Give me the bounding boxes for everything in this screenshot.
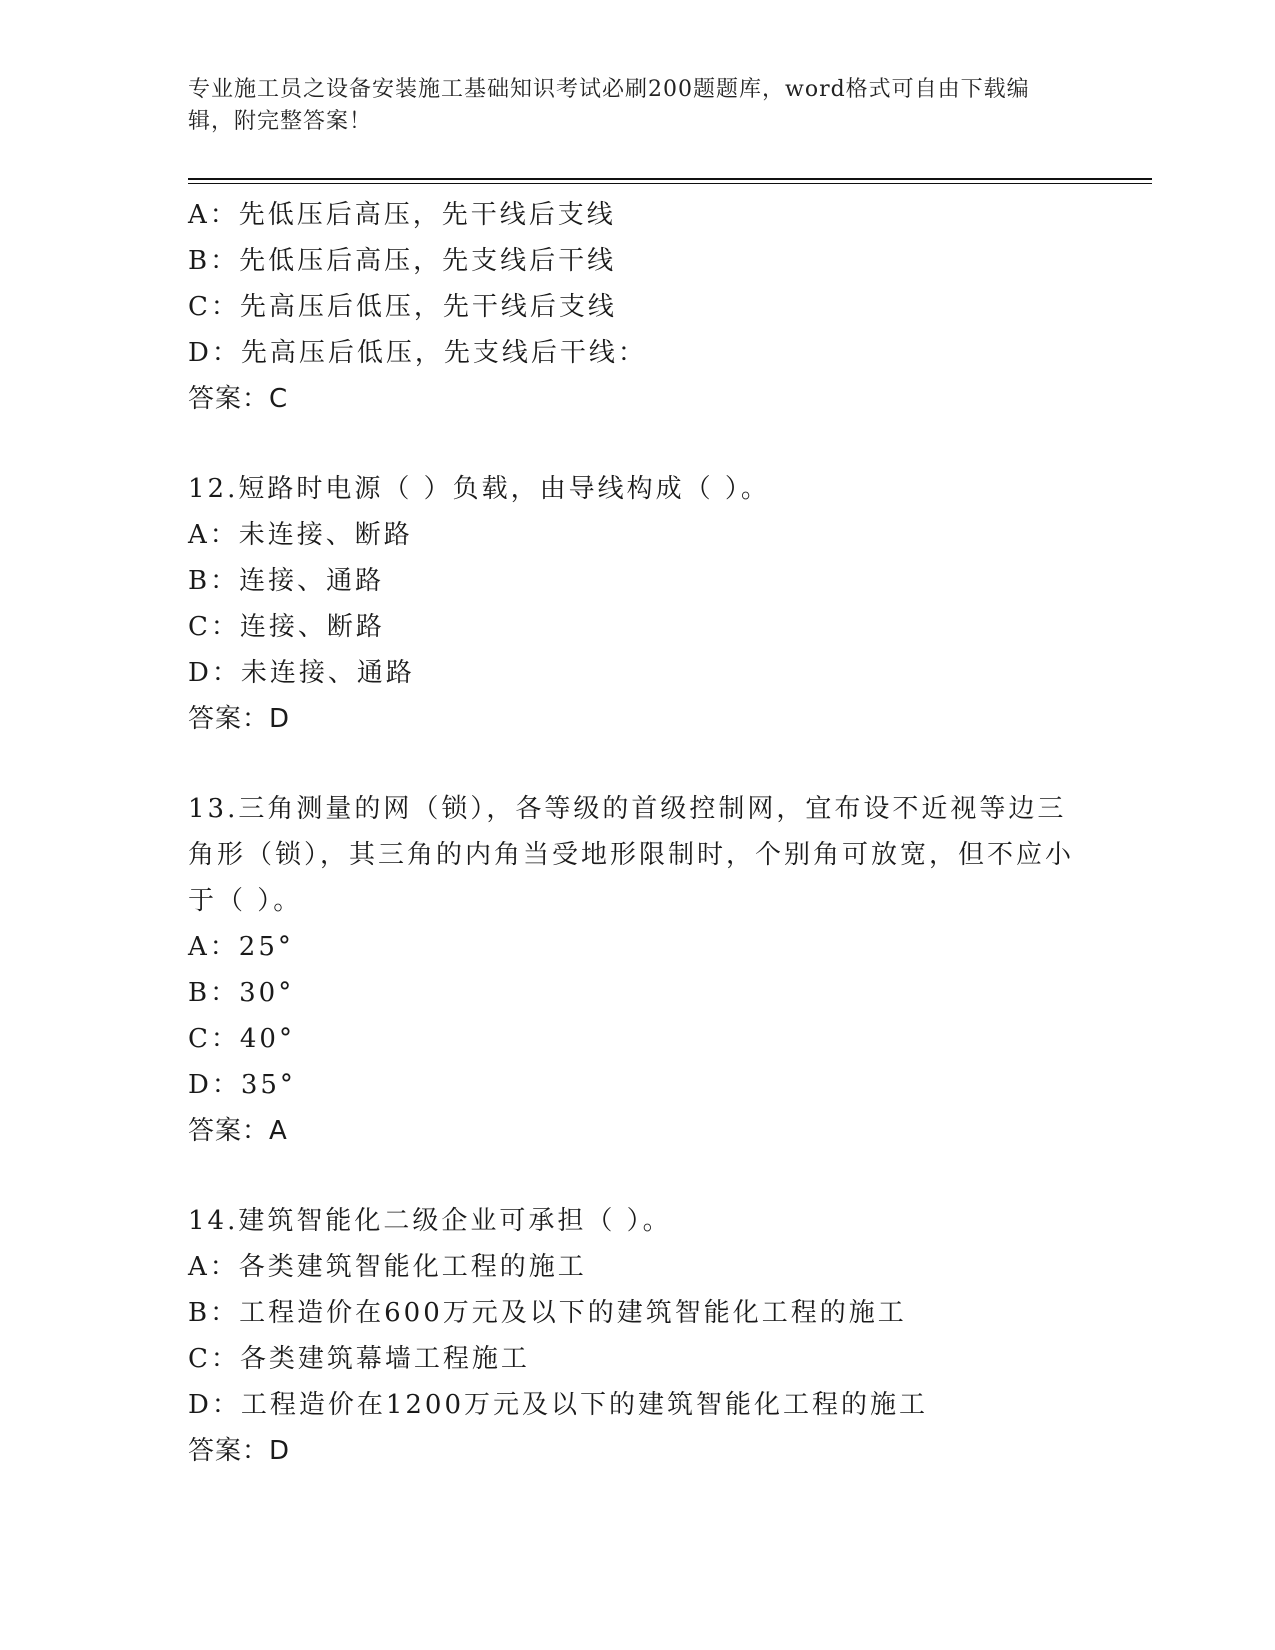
question-stem: 14.建筑智能化二级企业可承担（ ）。 <box>188 1206 672 1236</box>
header-divider-thin <box>188 183 1152 184</box>
question-11 <box>188 192 1088 422</box>
question-12 <box>188 466 1088 742</box>
answer-line: 答案：D <box>188 1436 291 1466</box>
option-a: A：先低压后高压，先干线后支线 <box>188 200 616 230</box>
document-header-title: 专业施工员之设备安装施工基础知识考试必刷200题题库，word格式可自由下载编辑，附完整答案！ <box>188 77 1030 134</box>
spacer <box>188 742 1088 786</box>
option-b: B：连接、通路 <box>188 566 385 596</box>
answer-line: 答案：D <box>188 704 291 734</box>
option-d: D：35° <box>188 1070 296 1100</box>
question-13 <box>188 786 1088 1154</box>
answer-line: 答案：C <box>188 384 289 414</box>
option-d: D：未连接、通路 <box>188 658 415 688</box>
question-content <box>188 192 1088 1474</box>
option-c: C：先高压后低压，先干线后支线 <box>188 292 617 322</box>
answer-line: 答案：A <box>188 1116 288 1146</box>
option-b: B：30° <box>188 978 295 1008</box>
option-a: A：各类建筑智能化工程的施工 <box>188 1252 587 1282</box>
option-c: C：40° <box>188 1024 295 1054</box>
spacer <box>188 422 1088 466</box>
option-c: C：各类建筑幕墙工程施工 <box>188 1344 530 1374</box>
option-c: C：连接、断路 <box>188 612 385 642</box>
option-b: B：工程造价在600万元及以下的建筑智能化工程的施工 <box>188 1298 907 1328</box>
header-divider-thick <box>188 178 1152 180</box>
option-b: B：先低压后高压，先支线后干线 <box>188 246 617 276</box>
option-a: A：25° <box>188 932 294 962</box>
option-d: D：工程造价在1200万元及以下的建筑智能化工程的施工 <box>188 1390 929 1420</box>
question-14 <box>188 1198 1088 1474</box>
option-a: A：未连接、断路 <box>188 520 413 550</box>
question-stem: 12.短路时电源（ ）负载，由导线构成（ ）。 <box>188 474 770 504</box>
spacer <box>188 1154 1088 1198</box>
option-d: D：先高压后低压，先支线后干线： <box>188 338 647 368</box>
question-stem: 13.三角测量的网（锁），各等级的首级控制网，宜布设不近视等边三角形（锁），其三角的内角当受地形限制时，个别角可放宽，但不应小于（ ）。 <box>188 794 1075 916</box>
